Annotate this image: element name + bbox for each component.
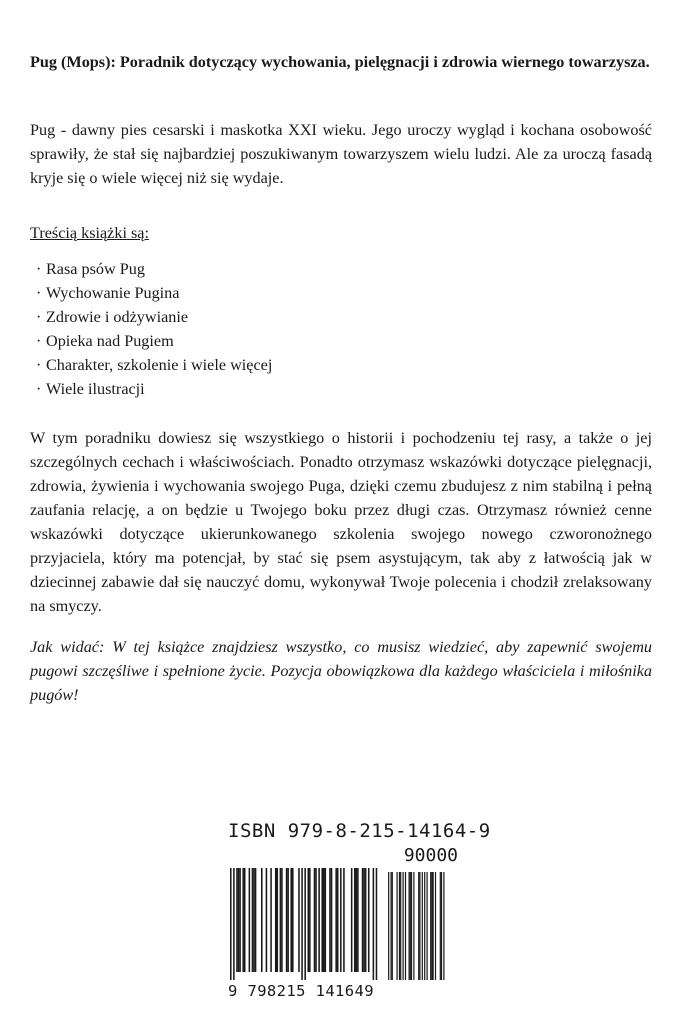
barcode-bar bbox=[252, 868, 254, 972]
barcode-bar bbox=[323, 868, 325, 972]
barcode-bar bbox=[331, 868, 333, 972]
addon-bar bbox=[410, 872, 411, 980]
book-title: Pug (Mops): Poradnik dotyczący wychowania, pielęgnacji i zdrowia wiernego towarzysza. bbox=[30, 53, 650, 71]
addon-bar bbox=[405, 872, 406, 980]
list-item-text: Zdrowie i odżywianie bbox=[46, 308, 189, 326]
barcode-bar bbox=[354, 868, 356, 972]
barcode-bar bbox=[275, 868, 277, 972]
barcode-bar bbox=[298, 868, 300, 972]
barcode-bar bbox=[290, 868, 292, 972]
addon-bar bbox=[403, 872, 404, 980]
barcode-bar bbox=[314, 868, 316, 972]
addon-bar bbox=[409, 872, 410, 980]
addon-bar bbox=[424, 872, 425, 980]
addon-bar bbox=[419, 872, 420, 980]
addon-bar bbox=[443, 872, 444, 980]
addon-bar bbox=[411, 872, 412, 980]
barcode-bar bbox=[281, 868, 283, 972]
barcode-bar bbox=[242, 868, 244, 972]
barcode-bar bbox=[351, 868, 353, 972]
barcode-bar bbox=[318, 868, 320, 972]
addon-bar bbox=[392, 872, 393, 980]
list-item: · Wychowanie Pugina bbox=[36, 281, 272, 305]
list-item: · Rasa psów Pug bbox=[36, 257, 272, 281]
addon-bar bbox=[413, 872, 414, 980]
addon-bar bbox=[441, 872, 442, 980]
barcode-bar bbox=[309, 868, 311, 972]
barcode-digits: 9 798215 141649 bbox=[228, 982, 374, 1000]
price-code: 90000 bbox=[403, 845, 458, 866]
barcode-bar bbox=[287, 868, 289, 972]
addon-bar bbox=[399, 872, 400, 980]
barcode-bar bbox=[315, 868, 317, 972]
list-item: · Wiele ilustracji bbox=[36, 377, 272, 401]
barcode-bar bbox=[261, 868, 263, 972]
list-item: · Opieka nad Pugiem bbox=[36, 329, 272, 353]
addon-bar bbox=[427, 872, 428, 980]
barcode-bar bbox=[356, 868, 358, 972]
barcode-bar bbox=[304, 868, 306, 980]
barcode-bar bbox=[286, 868, 288, 972]
addon-bar bbox=[422, 872, 423, 980]
barcode-bar bbox=[362, 868, 364, 972]
barcode-bar bbox=[255, 868, 257, 972]
barcode-bar bbox=[337, 868, 339, 972]
barcode-bar bbox=[266, 868, 268, 972]
barcode-bar bbox=[368, 868, 370, 972]
barcode-bar bbox=[249, 868, 251, 972]
barcode-bar bbox=[292, 868, 294, 972]
barcode-bar bbox=[329, 868, 331, 972]
barcode-bar bbox=[244, 868, 246, 972]
barcode-bar bbox=[239, 868, 241, 972]
barcode-bar bbox=[270, 868, 272, 972]
barcode-bar bbox=[335, 868, 337, 972]
addon-bar bbox=[391, 872, 392, 980]
addon-bar bbox=[431, 872, 432, 980]
contents-list bbox=[36, 257, 272, 401]
contents-heading: Treścią książki są: bbox=[30, 224, 149, 242]
list-item-text: Opieka nad Pugiem bbox=[46, 332, 174, 350]
list-item-text: Charakter, szkolenie i wiele więcej bbox=[46, 356, 273, 374]
isbn-barcode bbox=[228, 820, 491, 1008]
barcode-bar bbox=[343, 868, 345, 972]
barcode-bar bbox=[363, 868, 365, 972]
barcode-bar bbox=[321, 868, 323, 972]
barcode-bars bbox=[228, 868, 460, 988]
addon-bar bbox=[397, 872, 398, 980]
list-item-text: Wiele ilustracji bbox=[46, 380, 145, 398]
barcode-bar bbox=[340, 868, 342, 972]
addon-bar bbox=[388, 872, 389, 980]
closing-paragraph: Jak widać: W tej książce znajdziesz wszystko, co musisz wiedzieć, aby zapewnić swojemu pugowi szczęśliwe i spełnione życie. Pozycja obowiązkowa dla każdego właściciela i miłośnika pugów! bbox=[30, 638, 652, 704]
addon-bar bbox=[430, 872, 431, 980]
barcode-bar bbox=[230, 868, 232, 980]
body-paragraph: W tym poradniku dowiesz się wszystkiego o historii i pochodzeniu tej rasy, a także o jej szczególnych cechach i właściwościach. Ponadto otrzymasz wskazówki dotyczące pielęgnacji, zdrowia, żywienia i wychowania swojego Puga, dzięki czemu zbudujesz z nim stabilną i pełną zaufania relację, a on będzie u Twojego boku przez długi czas. Otrzymasz również cenne wskazówki dotyczące ukierunkowanego szkolenia swojego nowego czworonożnego przyjaciela, który ma potencjał, by stać się psem asystującym, tak aby z łatwością jak w dziecinnej zabawie dał się nauczyć domu, wykonywał Twoje polecenia i chodził zrelaksowany na smyczy. bbox=[30, 429, 652, 615]
isbn-label: ISBN 979-8-215-14164-9 bbox=[228, 820, 491, 842]
intro-paragraph: Pug - dawny pies cesarski i maskotka XXI wieku. Jego uroczy wygląd i kochana osobowość sprawiły, że stał się najbardziej poszukiwanym towarzyszem wielu ludzi. Ale za uroczą fasadą kryje się o wiele więcej niż się wydaje. bbox=[30, 121, 652, 187]
barcode-bar bbox=[373, 868, 375, 980]
addon-bar bbox=[440, 872, 441, 980]
barcode-bar bbox=[233, 868, 235, 980]
barcode-bar bbox=[365, 868, 367, 972]
list-item: · Charakter, szkolenie i wiele więcej bbox=[36, 353, 272, 377]
barcode-bar bbox=[238, 868, 240, 972]
list-item: · Zdrowie i odżywianie bbox=[36, 305, 272, 329]
barcode-bar bbox=[357, 868, 359, 972]
list-item-text: Wychowanie Pugina bbox=[46, 284, 180, 302]
addon-bar bbox=[433, 872, 434, 980]
barcode-bar bbox=[253, 868, 255, 972]
barcode-bar bbox=[236, 868, 238, 972]
barcode-bar bbox=[325, 868, 327, 972]
addon-bar bbox=[418, 872, 419, 980]
barcode-bar bbox=[376, 868, 378, 980]
list-item-text: Rasa psów Pug bbox=[46, 260, 145, 278]
addon-bar bbox=[400, 872, 401, 980]
barcode-bar bbox=[280, 868, 282, 972]
barcode-bar bbox=[301, 868, 303, 980]
barcode-bar bbox=[308, 868, 310, 972]
addon-bar bbox=[435, 872, 436, 980]
barcode-bar bbox=[277, 868, 279, 972]
